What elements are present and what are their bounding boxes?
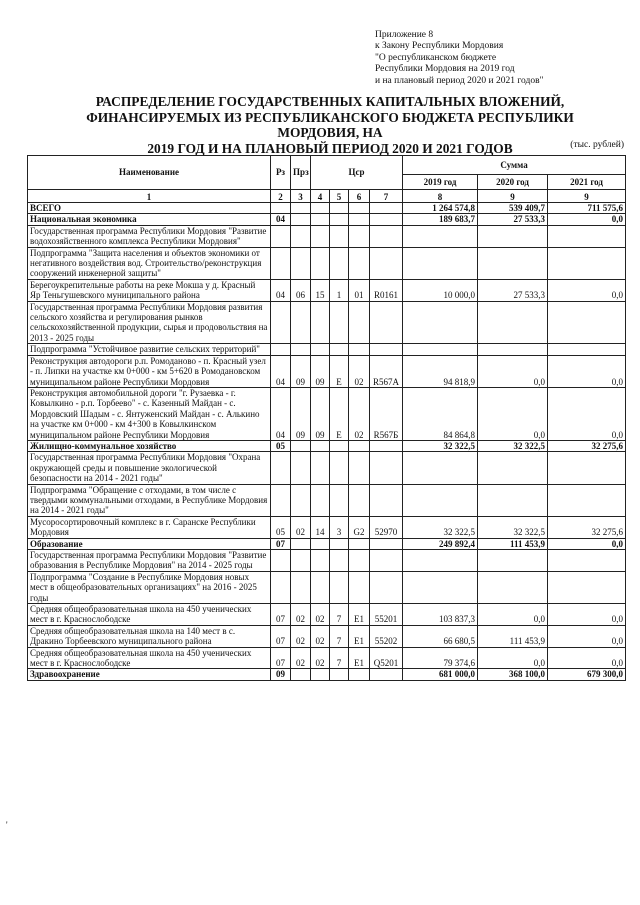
code-cell: 02	[291, 625, 311, 647]
code-cell	[370, 225, 403, 247]
code-cell: 7	[330, 625, 349, 647]
amount-cell	[403, 571, 478, 603]
amount-cell: 539 409,7	[478, 203, 548, 214]
code-cell: 05	[271, 516, 291, 538]
code-cell	[349, 484, 370, 516]
amount-cell	[478, 344, 548, 355]
table-header	[28, 156, 626, 190]
code-cell: 14	[311, 516, 330, 538]
row-name-cell: Подпрограмма "Устойчивое развитие сельских территорий"	[28, 344, 271, 355]
amount-cell	[548, 301, 626, 344]
code-cell	[311, 440, 330, 451]
code-cell	[349, 203, 370, 214]
code-cell	[370, 247, 403, 279]
table-row	[28, 301, 626, 344]
amount-cell	[548, 452, 626, 484]
amount-cell: 0,0	[548, 538, 626, 549]
code-cell: Е	[330, 387, 349, 440]
row-name-cell: Государственная программа Республики Мордовия "Развитие образования в Республике Мордовия" на 2014 - 2025 годы	[28, 550, 271, 572]
header-2019: 2019 год	[403, 175, 478, 190]
code-cell	[349, 344, 370, 355]
code-cell	[370, 452, 403, 484]
table-row	[28, 344, 626, 355]
table-row	[28, 669, 626, 680]
index-cell: 3	[291, 190, 311, 203]
code-cell	[291, 669, 311, 680]
table-row	[28, 625, 626, 647]
code-cell	[291, 571, 311, 603]
amount-cell: 0,0	[548, 604, 626, 626]
code-cell: 09	[311, 387, 330, 440]
amount-cell	[403, 247, 478, 279]
index-cell: 8	[403, 190, 478, 203]
appendix-line: "О республиканском бюджете	[375, 52, 497, 63]
code-cell	[291, 301, 311, 344]
amount-cell	[548, 225, 626, 247]
code-cell	[330, 344, 349, 355]
code-cell	[291, 538, 311, 549]
amount-cell: 0,0	[548, 214, 626, 225]
code-cell	[370, 538, 403, 549]
code-cell: 04	[271, 279, 291, 301]
code-cell	[311, 669, 330, 680]
code-cell	[291, 214, 311, 225]
code-cell	[349, 669, 370, 680]
code-cell: 15	[311, 279, 330, 301]
code-cell: 02	[291, 647, 311, 669]
code-cell: 09	[291, 387, 311, 440]
amount-cell	[478, 247, 548, 279]
row-name-cell: Реконструкция автодороги р.п. Ромоданово - п. Красный узел - п. Липки на участке км 0+000 - км 5+620 в Ромодановском муниципальном районе Республики Мордовия	[28, 355, 271, 387]
code-cell: 04	[271, 214, 291, 225]
code-cell	[311, 550, 330, 572]
amount-cell	[403, 301, 478, 344]
table-row	[28, 214, 626, 225]
index-cell: 4	[311, 190, 330, 203]
amount-cell: 32 275,6	[548, 440, 626, 451]
row-name-cell: Подпрограмма "Защита населения и объектов экономики от негативного воздействия вод. Строительство/реконструкция сооружений инженерной защиты"	[28, 247, 271, 279]
amount-cell	[403, 550, 478, 572]
header-prz: Прз	[291, 156, 311, 190]
amount-cell: 32 322,5	[403, 516, 478, 538]
row-name-cell: Подпрограмма "Обращение с отходами, в том числе с твердыми коммунальными отходами, в Республике Мордовия на 2014 - 2021 годы"	[28, 484, 271, 516]
code-cell	[291, 484, 311, 516]
code-cell	[330, 484, 349, 516]
amount-cell	[403, 484, 478, 516]
amount-cell	[548, 571, 626, 603]
table-row	[28, 225, 626, 247]
row-name-cell: ВСЕГО	[28, 203, 271, 214]
amount-cell	[478, 571, 548, 603]
code-cell	[370, 571, 403, 603]
code-cell: Q5201	[370, 647, 403, 669]
amount-cell	[403, 452, 478, 484]
code-cell: 02	[291, 604, 311, 626]
code-cell: 02	[291, 516, 311, 538]
code-cell: Е1	[349, 625, 370, 647]
table-row	[28, 440, 626, 451]
code-cell	[311, 214, 330, 225]
code-cell	[370, 440, 403, 451]
amount-cell	[548, 550, 626, 572]
amount-cell: 94 818,9	[403, 355, 478, 387]
margin-mark: '	[6, 820, 8, 830]
amount-cell: 368 100,0	[478, 669, 548, 680]
amount-cell: 0,0	[548, 387, 626, 440]
code-cell: 02	[349, 355, 370, 387]
code-cell	[271, 203, 291, 214]
title-line: 2019 ГОД И НА ПЛАНОВЫЙ ПЕРИОД 2020 И 2021 ГОДОВ	[147, 140, 513, 156]
code-cell	[330, 225, 349, 247]
code-cell: 3	[330, 516, 349, 538]
code-cell	[271, 225, 291, 247]
table-body	[28, 190, 626, 681]
amount-cell: 103 837,3	[403, 604, 478, 626]
code-cell: 01	[349, 279, 370, 301]
code-cell	[311, 203, 330, 214]
amount-cell	[403, 344, 478, 355]
code-cell	[349, 440, 370, 451]
code-cell: 07	[271, 538, 291, 549]
amount-cell: 0,0	[478, 387, 548, 440]
code-cell: 07	[271, 604, 291, 626]
code-cell	[349, 225, 370, 247]
code-cell	[370, 484, 403, 516]
code-cell	[330, 203, 349, 214]
row-name-cell: Государственная программа Республики Мордовия развития сельского хозяйства и регулирования рынков сельскохозяйственной продукции, сырья и продовольствия на 2013 - 2025 годы	[28, 301, 271, 344]
code-cell: 55201	[370, 604, 403, 626]
code-cell: 02	[349, 387, 370, 440]
code-cell	[311, 484, 330, 516]
code-cell	[291, 452, 311, 484]
amount-cell	[478, 550, 548, 572]
code-cell: 55202	[370, 625, 403, 647]
code-cell	[330, 669, 349, 680]
code-cell	[291, 440, 311, 451]
amount-cell: 679 300,0	[548, 669, 626, 680]
amount-cell: 66 680,5	[403, 625, 478, 647]
code-cell: 04	[271, 387, 291, 440]
code-cell: 04	[271, 355, 291, 387]
table-row	[28, 247, 626, 279]
code-cell	[370, 550, 403, 572]
code-cell: G2	[349, 516, 370, 538]
code-cell	[330, 538, 349, 549]
code-cell	[330, 214, 349, 225]
header-csr: Цср	[311, 156, 403, 190]
code-cell	[311, 571, 330, 603]
code-cell: 06	[291, 279, 311, 301]
amount-cell: 0,0	[548, 647, 626, 669]
code-cell: Е1	[349, 647, 370, 669]
code-cell	[311, 301, 330, 344]
appendix-line: и на плановый период 2020 и 2021 годов"	[375, 75, 544, 86]
amount-cell	[478, 301, 548, 344]
index-cell: 7	[370, 190, 403, 203]
title-line: ФИНАНСИРУЕМЫХ ИЗ РЕСПУБЛИКАНСКОГО БЮДЖЕТА РЕСПУБЛИКИ МОРДОВИЯ, НА	[86, 109, 574, 141]
appendix-line: Республики Мордовия на 2019 год	[375, 64, 515, 75]
code-cell	[349, 538, 370, 549]
code-cell	[330, 247, 349, 279]
code-cell: 05	[271, 440, 291, 451]
code-cell: R567А	[370, 355, 403, 387]
code-cell	[330, 550, 349, 572]
appendix-line: Приложение 8	[375, 30, 434, 40]
amount-cell: 111 453,9	[478, 538, 548, 549]
code-cell	[330, 440, 349, 451]
table-row	[28, 550, 626, 572]
table-row	[28, 484, 626, 516]
amount-cell	[478, 484, 548, 516]
row-name-cell: Средняя общеобразовательная школа на 450 ученических мест в г. Краснослободске	[28, 647, 271, 669]
code-cell: 02	[311, 647, 330, 669]
row-name-cell: Государственная программа Республики Мордовия "Развитие водохозяйственного комплекса Республики Мордовия"	[28, 225, 271, 247]
code-cell	[271, 344, 291, 355]
code-cell: 1	[330, 279, 349, 301]
code-cell: 09	[271, 669, 291, 680]
code-cell	[311, 247, 330, 279]
code-cell	[311, 344, 330, 355]
code-cell: Е	[330, 355, 349, 387]
code-cell	[349, 452, 370, 484]
amount-cell: 0,0	[478, 604, 548, 626]
code-cell: Е1	[349, 604, 370, 626]
code-cell	[349, 214, 370, 225]
table-row	[28, 387, 626, 440]
table-row	[28, 604, 626, 626]
index-cell: 9	[478, 190, 548, 203]
amount-cell: 711 575,6	[548, 203, 626, 214]
appendix-line: к Закону Республики Мордовия	[375, 41, 504, 52]
amount-cell: 79 374,6	[403, 647, 478, 669]
code-cell	[291, 344, 311, 355]
row-name-cell: Образование	[28, 538, 271, 549]
amount-cell: 27 533,3	[478, 214, 548, 225]
code-cell	[271, 550, 291, 572]
code-cell	[330, 571, 349, 603]
index-cell: 5	[330, 190, 349, 203]
code-cell	[349, 550, 370, 572]
code-cell	[349, 247, 370, 279]
code-cell	[271, 301, 291, 344]
code-cell	[291, 203, 311, 214]
code-cell: 07	[271, 647, 291, 669]
amount-cell: 32 322,5	[478, 440, 548, 451]
index-cell: 2	[271, 190, 291, 203]
document-title	[60, 94, 600, 156]
code-cell: 02	[311, 604, 330, 626]
code-cell	[370, 344, 403, 355]
code-cell	[311, 452, 330, 484]
row-name-cell: Подпрограмма "Создание в Республике Мордовия новых мест в общеобразовательных организациях" на 2016 - 2025 годы	[28, 571, 271, 603]
amount-cell	[548, 484, 626, 516]
row-name-cell: Берегоукрепительные работы на реке Мокша у д. Красный Яр Теньгушевского муниципального района	[28, 279, 271, 301]
row-name-cell: Жилищно-коммунальное хозяйство	[28, 440, 271, 451]
code-cell	[349, 571, 370, 603]
header-name: Наименование	[28, 156, 271, 190]
code-cell: 09	[311, 355, 330, 387]
amount-cell: 111 453,9	[478, 625, 548, 647]
code-cell	[311, 538, 330, 549]
header-rz: Рз	[271, 156, 291, 190]
row-name-cell: Средняя общеобразовательная школа на 140 мест в с. Дракино Торбеевского муниципального района	[28, 625, 271, 647]
amount-cell	[403, 225, 478, 247]
amount-cell: 0,0	[548, 355, 626, 387]
amount-cell: 0,0	[548, 625, 626, 647]
amount-cell: 189 683,7	[403, 214, 478, 225]
code-cell	[271, 452, 291, 484]
row-name-cell: Реконструкция автомобильной дороги "г. Рузаевка - г. Ковылкино - р.п. Торбеево" - с. Казенный Майдан - с. Мордовский Шадым - с. Янтуженский Майдан - с. Алькино на участке км 0+000 - км 4+300 в Ковылкинском муниципальном районе Республики Мордовия	[28, 387, 271, 440]
amount-cell	[548, 344, 626, 355]
amount-cell: 32 322,5	[403, 440, 478, 451]
amount-cell: 681 000,0	[403, 669, 478, 680]
table-row	[28, 203, 626, 214]
code-cell	[311, 225, 330, 247]
index-cell: 6	[349, 190, 370, 203]
row-name-cell: Государственная программа Республики Мордовия "Охрана окружающей среды и повышение экологической безопасности на 2014 - 2021 годы"	[28, 452, 271, 484]
amount-cell	[548, 247, 626, 279]
header-2021: 2021 год	[548, 175, 626, 190]
appendix-note	[375, 30, 635, 87]
amount-cell: 32 275,6	[548, 516, 626, 538]
amount-cell: 84 864,8	[403, 387, 478, 440]
amount-cell: 1 264 574,8	[403, 203, 478, 214]
code-cell	[370, 203, 403, 214]
amount-cell: 0,0	[548, 279, 626, 301]
table-row	[28, 452, 626, 484]
budget-table	[27, 155, 626, 681]
code-cell	[330, 452, 349, 484]
title-line: РАСПРЕДЕЛЕНИЕ ГОСУДАРСТВЕННЫХ КАПИТАЛЬНЫХ ВЛОЖЕНИЙ,	[95, 94, 565, 109]
table-row	[28, 355, 626, 387]
units-note: (тыс. рублей)	[570, 140, 624, 150]
code-cell: R567Б	[370, 387, 403, 440]
amount-cell: 32 322,5	[478, 516, 548, 538]
code-cell: 7	[330, 604, 349, 626]
index-cell: 9	[548, 190, 626, 203]
code-cell: 02	[311, 625, 330, 647]
row-name-cell: Средняя общеобразовательная школа на 450 ученических мест в г. Краснослободске	[28, 604, 271, 626]
code-cell: 09	[291, 355, 311, 387]
code-cell	[330, 301, 349, 344]
table-row	[28, 538, 626, 549]
code-cell	[370, 301, 403, 344]
code-cell	[271, 484, 291, 516]
code-cell	[291, 247, 311, 279]
table-row	[28, 647, 626, 669]
code-cell	[349, 301, 370, 344]
code-cell: 52970	[370, 516, 403, 538]
amount-cell	[478, 225, 548, 247]
amount-cell: 249 892,4	[403, 538, 478, 549]
header-sum: Сумма	[403, 156, 626, 175]
amount-cell	[478, 452, 548, 484]
code-cell	[291, 225, 311, 247]
table-row	[28, 279, 626, 301]
table-row	[28, 516, 626, 538]
header-2020: 2020 год	[478, 175, 548, 190]
amount-cell: 0,0	[478, 647, 548, 669]
code-cell	[291, 550, 311, 572]
index-cell: 1	[28, 190, 271, 203]
amount-cell: 0,0	[478, 355, 548, 387]
code-cell: 07	[271, 625, 291, 647]
row-name-cell: Национальная экономика	[28, 214, 271, 225]
row-name-cell: Мусоросортировочный комплекс в г. Саранске Республики Мордовия	[28, 516, 271, 538]
row-name-cell: Здравоохранение	[28, 669, 271, 680]
code-cell	[271, 247, 291, 279]
code-cell: 7	[330, 647, 349, 669]
column-index-row	[28, 190, 626, 203]
amount-cell: 27 533,3	[478, 279, 548, 301]
code-cell: R0161	[370, 279, 403, 301]
table-row	[28, 571, 626, 603]
code-cell	[271, 571, 291, 603]
code-cell	[370, 669, 403, 680]
code-cell	[370, 214, 403, 225]
amount-cell: 10 000,0	[403, 279, 478, 301]
